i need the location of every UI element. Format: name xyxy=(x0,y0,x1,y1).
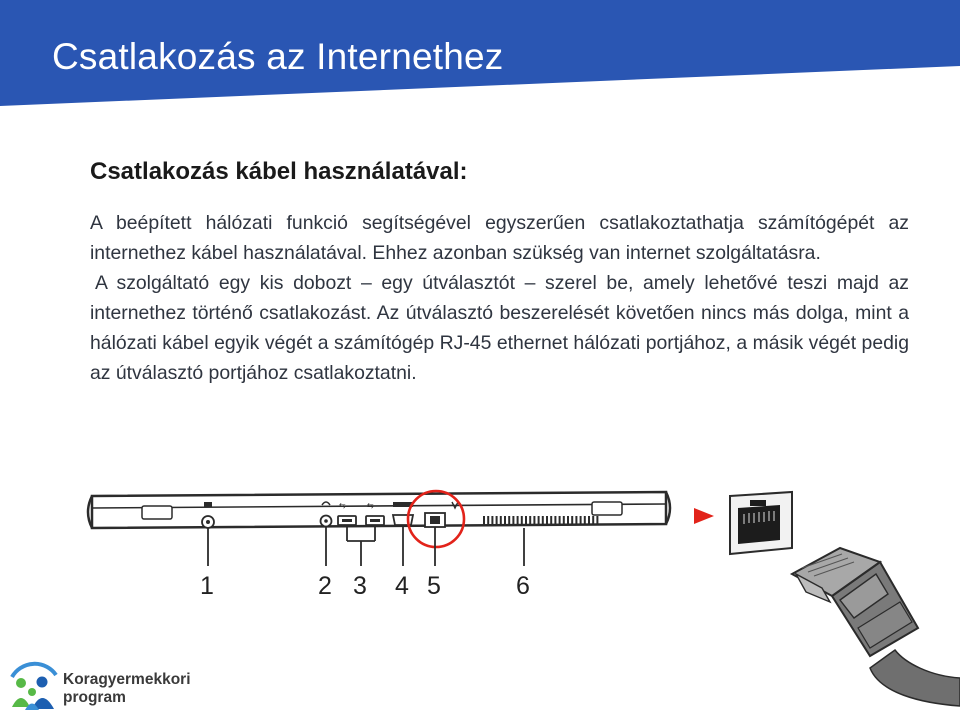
section-heading: Csatlakozás kábel használatával: xyxy=(90,158,468,185)
svg-text:⇆: ⇆ xyxy=(339,501,346,510)
rj45-socket-closeup xyxy=(730,492,792,554)
callout-number-6: 6 xyxy=(516,572,530,600)
family-logo-icon xyxy=(4,655,64,715)
svg-text:⇆: ⇆ xyxy=(367,501,374,510)
paragraph-1: A beépített hálózati funkció segítségével egyszerűen csatlakoztathatja számítógépét az internethez kábel használatával. Ehhez azonban szükség van internet szolgáltatásra. xyxy=(90,212,909,264)
logo-line-1: Koragyermekkori xyxy=(63,671,191,688)
callout-number-3: 3 xyxy=(353,572,367,600)
callout-number-4: 4 xyxy=(395,572,409,600)
paragraph-2: A szolgáltató egy kis dobozt – egy útválasztót – szerel be, amely lehetővé teszi majd az internethez történő csatlakozást. Az útválasztó beszerelését követően nincs más dolga, mint a hálózati kábel egyik végét a számítógép RJ-45 ethernet hálózati portjához, a másik végét pedig az útválasztó portjához csatlakoztatni. xyxy=(90,272,909,384)
callout-number-1: 1 xyxy=(200,572,214,600)
callout-lines xyxy=(208,525,524,566)
callout-number-2: 2 xyxy=(318,572,332,600)
slide-title: Csatlakozás az Internethez xyxy=(52,36,504,77)
laptop-ports-illustration xyxy=(80,478,960,717)
logo-line-2: program xyxy=(63,689,126,706)
laptop-ports-figure xyxy=(80,478,960,717)
arrow-right-icon xyxy=(694,508,714,524)
logo-text xyxy=(63,671,191,707)
header-banner xyxy=(0,0,960,112)
ethernet-cable-plug xyxy=(792,548,960,706)
body-text xyxy=(90,208,909,388)
callout-number-5: 5 xyxy=(427,572,441,600)
